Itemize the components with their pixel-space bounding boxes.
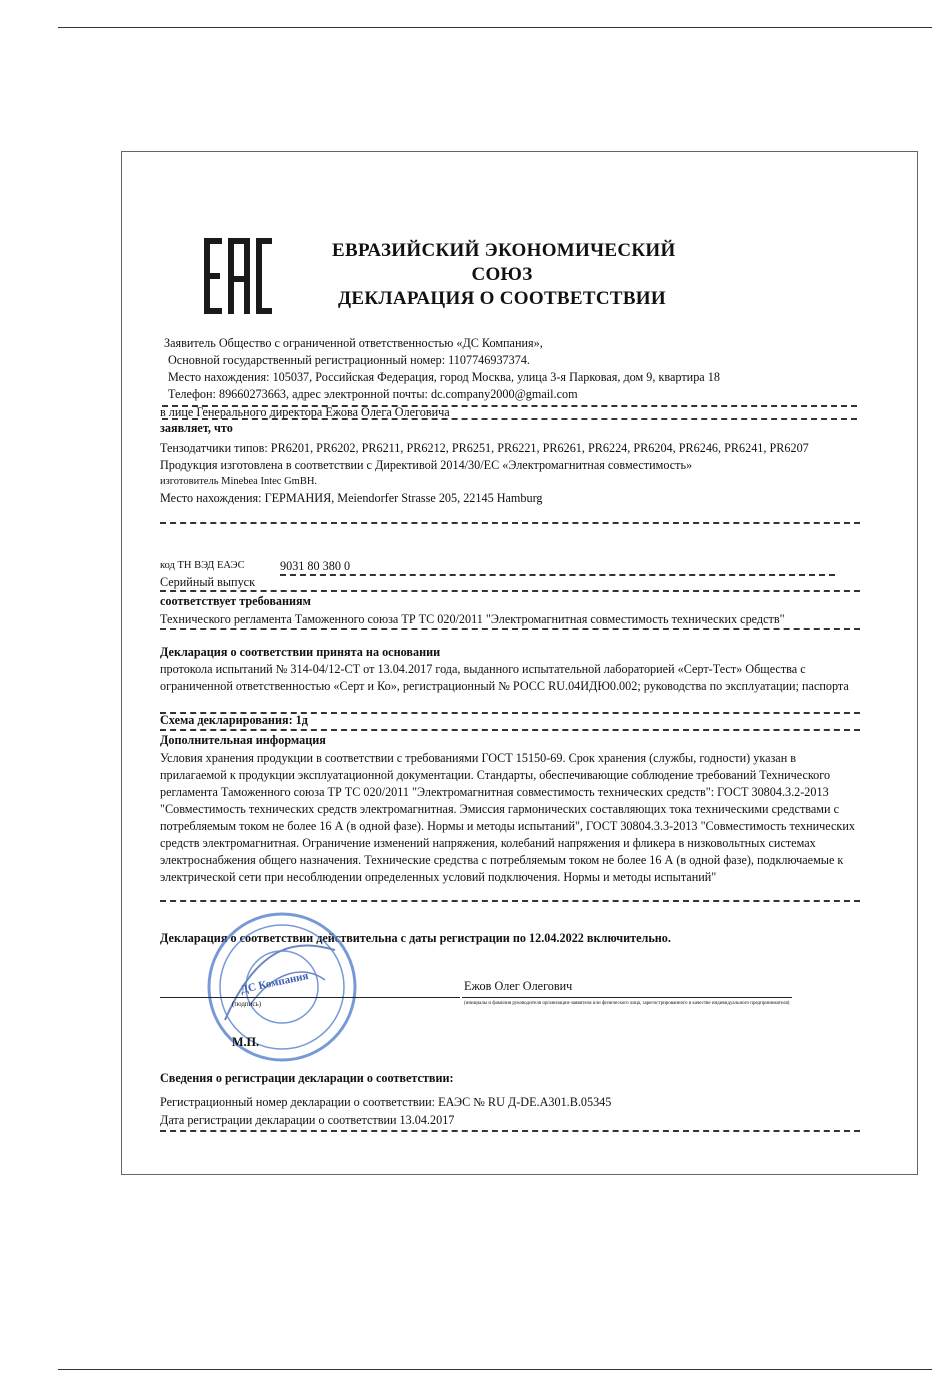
registration-date: Дата регистрации декларации о соответствии 13.04.2017	[160, 1113, 455, 1127]
applicant-ogrn: Основной государственный регистрационный номер: 1107746937374.	[168, 353, 530, 367]
basis-text: протокола испытаний № 314-04/12-СТ от 13.04.2017 года, выданного испытательной лабораторией «Серт-Тест» Общества с ограниченной ответственностью «Серт и Ко», регистрационный № РОСС RU.04ИДЮ0.002; руководства по эксплуатации; паспорта	[160, 662, 849, 693]
additional-text: Условия хранения продукции в соответствии с требованиями ГОСТ 15150-69. Срок хранения (службы, годности) указан в прилагаемой к продукции эксплуатационной документации. Стандарты, обеспечивающие соблюдение требований Технического регламента Таможенного союза ТР ТС 020/2011 "Электромагнитная совместимость технических средств": ГОСТ 30804.3.2-2013 "Совместимость технических средств электромагнитная. Эмиссия гармонических составляющих тока техническими средствами с потребляемым током не более 16 А (в одной фазе). Нормы и методы испытаний", ГОСТ 30804.3.3-2013 "Совместимость технических средств электромагнитная. Ограничение изменений напряжения, колебаний напряжения и фликера в низковольтных системах электроснабжения общего назначения. Технические средства с потребляемым током не более 16 А (в одной фазе), подключаемые к электрической сети при несоблюдении определенных условий подключения. Нормы и методы испытаний"	[160, 751, 855, 884]
name-caption: (инициалы и фамилия руководителя организации-заявителя или физического лица, зарегистрированного в качестве индивидуального предпринимателя)	[464, 1001, 790, 1006]
validity-statement: Декларация о соответствии действительна с даты регистрации по 12.04.2022 включительно.	[160, 931, 671, 945]
title-line-1: ЕВРАЗИЙСКИЙ ЭКОНОМИЧЕСКИЙ	[332, 240, 676, 261]
manufacturer: изготовитель Minebea Intec GmBH.	[160, 476, 318, 487]
signer-name: Ежов Олег Олегович	[464, 979, 573, 993]
name-line	[462, 997, 792, 998]
bottom-rule	[58, 1369, 932, 1370]
declaration-scheme: Схема декларирования: 1д	[160, 713, 308, 727]
complies-label: соответствует требованиям	[160, 594, 311, 608]
declares-label: заявляет, что	[160, 421, 233, 435]
seal-label: М.П.	[232, 1035, 260, 1049]
separator	[160, 729, 860, 731]
separator	[160, 522, 860, 524]
separator	[160, 590, 860, 592]
stamp-center-text: ДС Компания	[239, 969, 310, 997]
product-types: Тензодатчики типов: PR6201, PR6202, PR6211, PR6212, PR6251, PR6221, PR6261, PR6224, PR6204, PR6246, PR6241, PR6207	[160, 441, 809, 455]
registration-heading: Сведения о регистрации декларации о соответствии:	[160, 1071, 454, 1085]
basis-heading: Декларация о соответствии принята на основании	[160, 645, 441, 659]
applicant-line-1: Заявитель Общество с ограниченной ответственностью «ДС Компания»,	[164, 336, 543, 350]
separator	[280, 574, 835, 576]
title-line-3: ДЕКЛАРАЦИЯ О СООТВЕТСТВИИ	[338, 288, 666, 309]
registration-number: Регистрационный номер декларации о соответствии: ЕАЭС № RU Д-DE.A301.B.05345	[160, 1095, 612, 1109]
manufacturer-address: Место нахождения: ГЕРМАНИЯ, Meiendorfer Strasse 205, 22145 Hamburg	[160, 491, 543, 505]
separator	[160, 900, 860, 902]
applicant-address: Место нахождения: 105037, Российская Федерация, город Москва, улица 3-я Парковая, дом 9, квартира 18	[168, 370, 720, 384]
signature-line	[160, 997, 460, 998]
serial-production: Серийный выпуск	[160, 575, 255, 589]
technical-regulation: Технического регламента Таможенного союза ТР ТС 020/2011 "Электромагнитная совместимость технических средств"	[160, 612, 785, 626]
signature-caption: (подпись)	[232, 1000, 262, 1008]
separator	[162, 418, 857, 420]
applicant-contacts: Телефон: 89660273663, адрес электронной почты: dc.company2000@gmail.com	[168, 387, 578, 401]
tn-ved-value: 9031 80 380 0	[280, 559, 351, 573]
product-directive: Продукция изготовлена в соответствии с Директивой 2014/30/EC «Электромагнитная совместимость»	[160, 458, 693, 472]
title-line-2: СОЮЗ	[471, 264, 533, 285]
separator	[160, 1130, 860, 1132]
certificate-frame	[121, 151, 918, 1175]
eac-logo	[202, 236, 274, 316]
tn-ved-label: код ТН ВЭД ЕАЭС	[160, 560, 245, 571]
applicant-representative: в лице Генерального директора Ежова Олега Олеговича	[160, 405, 450, 419]
top-rule	[58, 27, 932, 28]
separator	[160, 628, 860, 630]
additional-heading: Дополнительная информация	[160, 733, 326, 747]
